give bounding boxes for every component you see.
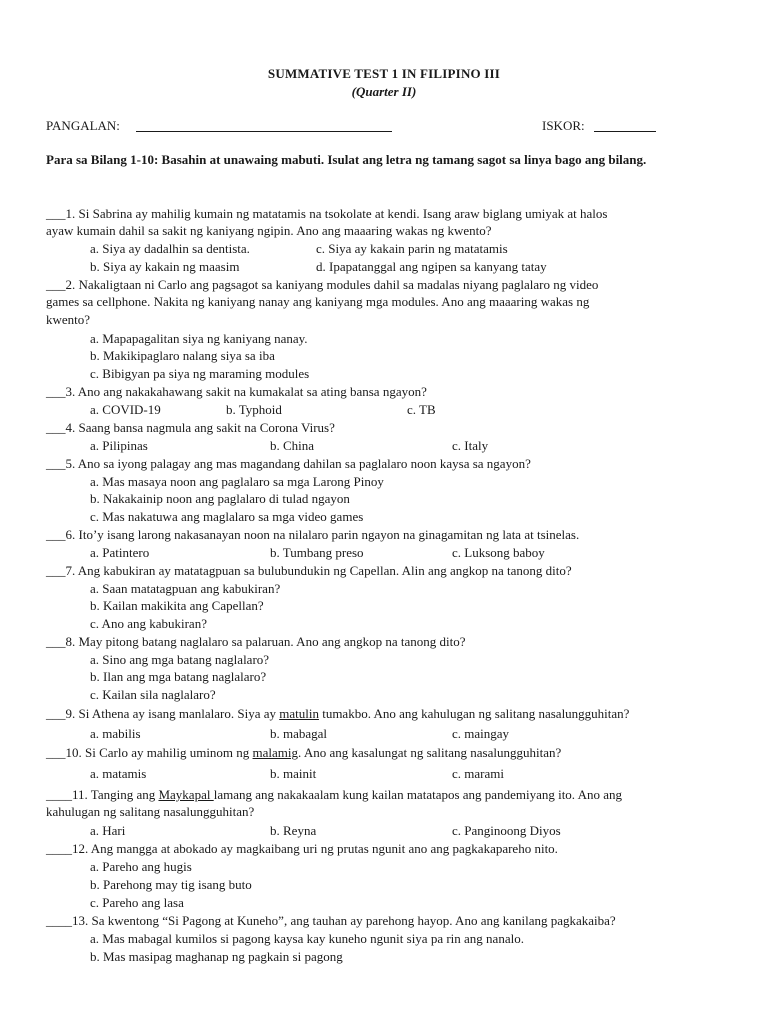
choice: a. matamis <box>90 766 147 781</box>
choice: b. China <box>270 438 315 453</box>
question-2-choice-a <box>0 330 690 348</box>
question-text: ___9. Si Athena ay isang manlalaro. Siya ay <box>46 706 280 721</box>
choice: c. Mas nakatuwa ang maglalaro sa mga video games <box>90 509 364 524</box>
question-5-choice-c <box>0 508 690 526</box>
choice: b. Parehong may tig isang buto <box>90 877 252 892</box>
choice: a. Sino ang mga batang naglalaro? <box>90 652 270 667</box>
question-3-choices <box>0 401 690 419</box>
choice: a. Mas mabagal kumilos si pagong kaysa kay kuneho ngunit siya pa rin ang nanalo. <box>90 931 524 946</box>
choice: c. TB <box>407 402 436 417</box>
question-text: . Ano ang kasalungat ng salitang nasalungguhitan? <box>298 745 562 760</box>
question-12-choice-a <box>0 858 690 876</box>
choice: a. Pareho ang hugis <box>90 859 192 874</box>
question-5-choice-a <box>0 473 690 491</box>
question-11-choices <box>0 822 690 840</box>
question-8-choice-b <box>0 668 690 686</box>
choice: c. Ano ang kabukiran? <box>90 616 207 631</box>
question-12-line-1: ____12. Ang mangga at abokado ay magkaibang uri ng prutas ngunit ano ang pagkakapareho nito. <box>46 841 558 856</box>
question-6-line-1: ___6. Ito’y isang larong nakasanayan noon na nilalaro parin ngayon na ginagamitan ng lata at tsinelas. <box>46 527 580 542</box>
question-2-choice-b <box>0 347 690 365</box>
page-title: SUMMATIVE TEST 1 IN FILIPINO III <box>267 66 501 81</box>
choice: c. Luksong baboy <box>452 545 545 560</box>
question-6-choices <box>0 544 690 562</box>
question-11-line-1 <box>46 786 736 804</box>
choice: a. Mapapagalitan siya ng kaniyang nanay. <box>90 331 308 346</box>
question-5-choice-b <box>0 490 690 508</box>
choice: d. Ipapatanggal ang ngipen sa kanyang tatay <box>316 259 547 274</box>
question-text: tumakbo. Ano ang kahulugan ng salitang nasalungguhitan? <box>318 706 630 721</box>
question-5-line-1: ___5. Ano sa iyong palagay ang mas magandang dahilan sa paglalaro noon kaysa sa ngayon? <box>46 456 531 471</box>
choice: c. maingay <box>452 726 510 741</box>
question-9-choices <box>0 725 690 743</box>
question-12-choice-c <box>0 894 690 912</box>
choice: b. mabagal <box>270 726 328 741</box>
page-subtitle: (Quarter II) <box>351 84 417 99</box>
question-13-choice-a <box>0 930 690 948</box>
question-8-choice-a <box>0 651 690 669</box>
choice: a. Saan matatagpuan ang kabukiran? <box>90 581 281 596</box>
question-text: lamang ang nakakaalam kung kailan matatapos ang pandemiyang ito. Ano ang <box>213 787 622 802</box>
question-7-choice-c <box>0 615 690 633</box>
choice: b. Mas masipag maghanap ng pagkain si pagong <box>90 949 343 964</box>
underlined-word: matulin <box>279 706 319 721</box>
choice: c. Italy <box>452 438 489 453</box>
question-13-choice-b <box>0 948 690 966</box>
question-8-line-1: ___8. May pitong batang naglalaro sa palaruan. Ano ang angkop na tanong dito? <box>46 634 466 649</box>
name-label: PANGALAN: <box>46 118 120 133</box>
question-2-line-3: kwento? <box>46 312 91 327</box>
choice: b. Typhoid <box>226 402 282 417</box>
choice: a. Pilipinas <box>90 438 148 453</box>
choice: b. Reyna <box>270 823 317 838</box>
score-blank-line <box>594 131 656 132</box>
question-4-line-1: ___4. Saang bansa nagmula ang sakit na Corona Virus? <box>46 420 335 435</box>
choice: b. Makikipaglaro nalang siya sa iba <box>90 348 275 363</box>
choice: b. Kailan makikita ang Capellan? <box>90 598 264 613</box>
underlined-word: Maykapal <box>158 787 214 802</box>
choice: c. Panginoong Diyos <box>452 823 561 838</box>
score-label: ISKOR: <box>542 118 585 133</box>
choice: c. Bibigyan pa siya ng maraming modules <box>90 366 310 381</box>
question-2-line-2: games sa cellphone. Nakita ng kaniyang nanay ang kaniyang mga modules. Ano ang maaaring wakas ng <box>46 294 590 309</box>
choice: a. Patintero <box>90 545 150 560</box>
question-7-choice-a <box>0 580 690 598</box>
choice: c. Pareho ang lasa <box>90 895 184 910</box>
choice: c. Kailan sila naglalaro? <box>90 687 216 702</box>
choice: b. Tumbang preso <box>270 545 364 560</box>
name-score-row <box>46 117 726 135</box>
choice: b. Nakakainip noon ang paglalaro di tulad ngayon <box>90 491 350 506</box>
underlined-word: malamig <box>252 745 299 760</box>
question-text: ___10. Si Carlo ay mahilig uminom ng <box>46 745 253 760</box>
choice: a. COVID-19 <box>90 402 161 417</box>
question-10-line-1 <box>46 744 736 762</box>
question-2-line-1: ___2. Nakaligtaan ni Carlo ang pagsagot sa kaniyang modules dahil sa madalas niyang paglalaro ng video <box>46 277 599 292</box>
choice: b. mainit <box>270 766 317 781</box>
question-text: ____11. Tanging ang <box>46 787 159 802</box>
choice: b. Siya ay kakain ng maasim <box>90 259 240 274</box>
choice: b. Ilan ang mga batang naglalaro? <box>90 669 267 684</box>
name-blank-line <box>136 131 392 132</box>
question-8-choice-c <box>0 686 690 704</box>
question-13-line-1: ____13. Sa kwentong “Si Pagong at Kuneho”, ang tauhan ay parehong hayop. Ano ang kanilang pagkakaiba? <box>46 913 616 928</box>
question-4-choices <box>0 437 690 455</box>
question-11-line-2: kahulugan ng salitang nasalungguhitan? <box>46 804 255 819</box>
question-9-line-1 <box>46 705 736 723</box>
question-1-line-1: ___1. Si Sabrina ay mahilig kumain ng matatamis na tsokolate at kendi. Isang araw biglang umiyak at halos <box>46 206 608 221</box>
choice: a. Hari <box>90 823 126 838</box>
question-1-choices-row-1 <box>0 240 690 258</box>
question-7-choice-b <box>0 597 690 615</box>
question-1-line-2: ayaw kumain dahil sa sakit ng kaniyang ngipin. Ano ang maaaring wakas ng kwento? <box>46 223 492 238</box>
choice: c. Siya ay kakain parin ng matatamis <box>316 241 508 256</box>
question-7-line-1: ___7. Ang kabukiran ay matatagpuan sa bulubundukin ng Capellan. Alin ang angkop na tanong dito? <box>46 563 572 578</box>
instructions: Para sa Bilang 1-10: Basahin at unawaing mabuti. Isulat ang letra ng tamang sagot sa linya bago ang bilang. <box>46 152 647 167</box>
question-3-line-1: ___3. Ano ang nakakahawang sakit na kumakalat sa ating bansa ngayon? <box>46 384 427 399</box>
question-10-choices <box>0 765 690 783</box>
choice: c. marami <box>452 766 504 781</box>
choice: a. Siya ay dadalhin sa dentista. <box>90 241 250 256</box>
question-12-choice-b <box>0 876 690 894</box>
question-2-choice-c <box>0 365 690 383</box>
question-1-choices-row-2 <box>0 258 690 276</box>
choice: a. mabilis <box>90 726 141 741</box>
choice: a. Mas masaya noon ang paglalaro sa mga Larong Pinoy <box>90 474 384 489</box>
